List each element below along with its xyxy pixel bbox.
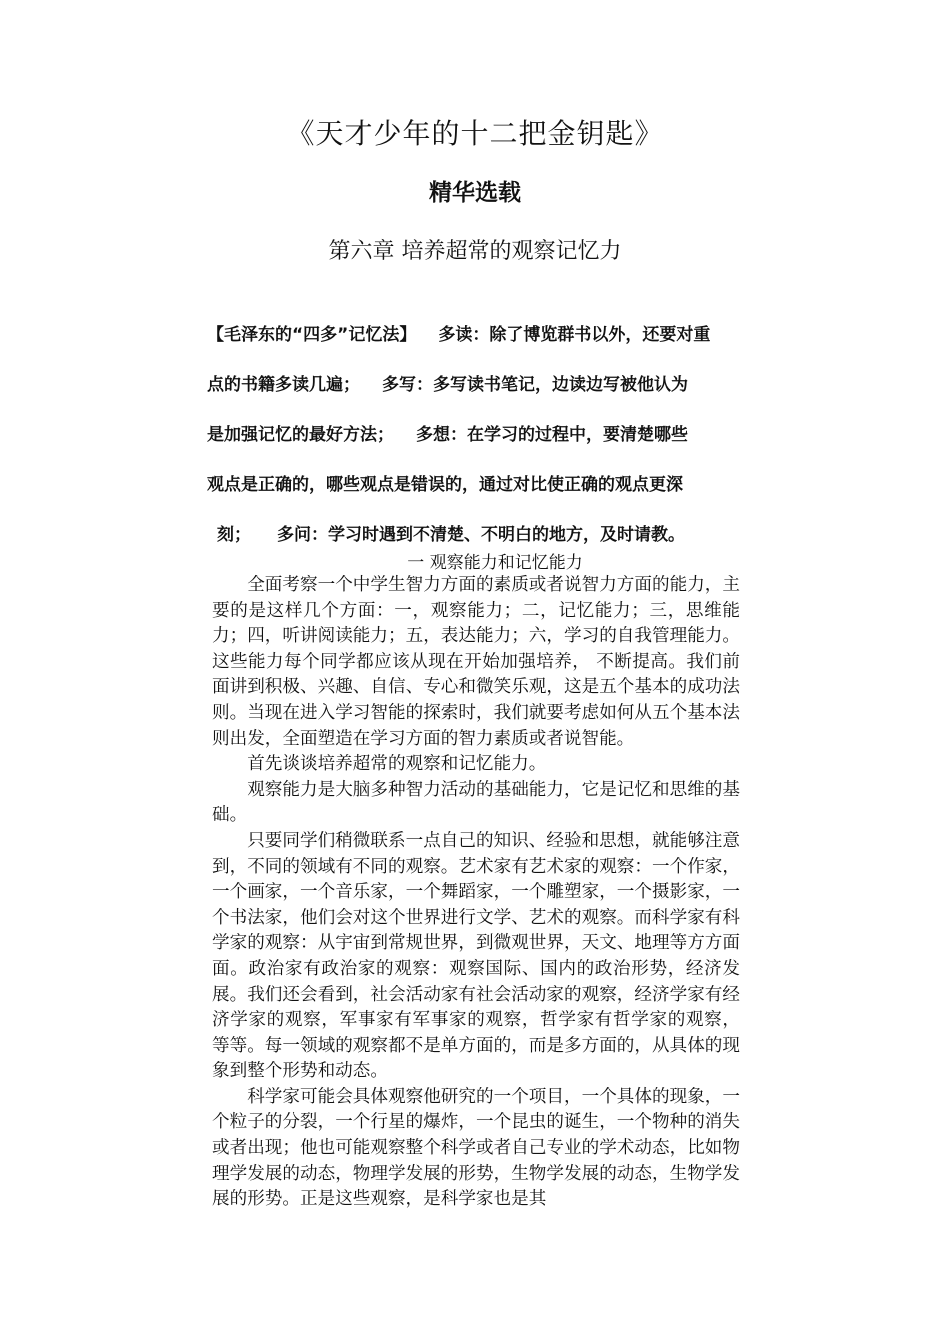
method-text: 多问：学习时遇到不清楚、不明白的地方，及时请教。 [277,525,685,545]
document-subtitle: 精华选载 [429,180,521,206]
method-line [207,410,752,460]
method-text: 刻； [217,525,251,545]
chapter-heading: 第六章 培养超常的观察记忆力 [328,239,622,264]
paragraph: 全面考察一个中学生智力方面的素质或者说智力方面的能力，主要的是这样几个方面：一，观察能力；二，记忆能力；三，思维能力；四，听讲阅读能力；五，表达能力；六，学习的自我管理能力。这些能力每个同学都应该从现在开始加强培养， 不断提高。我们前面讲到积极、兴趣、自信、专心和微笑乐观，这是五个基本的成功法则。当现在进入学习智能的探索时，我们就要考虑如何从五个基本法则出发，全面塑造在学习方面的智力素质或者说智能。 [212,575,740,749]
section-heading: 一 观察能力和记忆能力 [407,553,583,573]
method-line [207,310,752,360]
paragraph: 只要同学们稍微联系一点自己的知识、经验和思想，就能够注意到，不同的领域有不同的观察。艺术家有艺术家的观察：一个作家，一个画家，一个音乐家，一个舞蹈家，一个雕塑家，一个摄影家，一个书法家，他们会对这个世界进行文学、艺术的观察。而科学家有科学家的观察：从宇宙到常规世界，到微观世界，天文、地理等方方面面。政治家有政治家的观察：观察国际、国内的政治形势，经济发展。我们还会看到，社会活动家有社会活动家的观察，经济学家有经济学家的观察，军事家有军事家的观察，哲学家有哲学家的观察， 等等。每一领域的观察都不是单方面的，而是多方面的，从具体的现象到整个形势和动态。 [212,830,740,1082]
body-text [212,573,740,1213]
method-text: 是加强记忆的最好方法； [207,425,394,445]
method-text: 多读：除了博览群书以外，还要对重 [438,325,711,345]
paragraph: 首先谈谈培养超常的观察和记忆能力。 [247,754,547,775]
method-label: 【毛泽东的“四多”记忆法】 [207,325,417,345]
method-line [207,460,752,510]
method-text: 多想：在学习的过程中，要清楚哪些 [416,425,688,445]
paragraph: 科学家可能会具体观察他研究的一个项目，一个具体的现象，一个粒子的分裂，一个行星的爆炸，一个昆虫的诞生，一个物种的消失或者出现；他也可能观察整个科学或者自己专业的学术动态，比如物理学发展的动态，物理学发展的形势，生物学发展的动态，生物学发展的形势。正是这些观察，是科学家也是其 [212,1086,740,1210]
method-text: 点的书籍多读几遍； [207,375,360,395]
memory-method-block [207,310,752,560]
method-line [207,360,752,410]
document-title: 《天才少年的十二把金钥匙》 [286,117,664,150]
method-text: 多写：多写读书笔记，边读边写被他认为 [382,375,688,395]
method-text: 观点是正确的，哪些观点是错误的，通过对比使正确的观点更深 [207,475,683,495]
paragraph: 观察能力是大脑多种智力活动的基础能力，它是记忆和思维的基础。 [212,779,740,826]
